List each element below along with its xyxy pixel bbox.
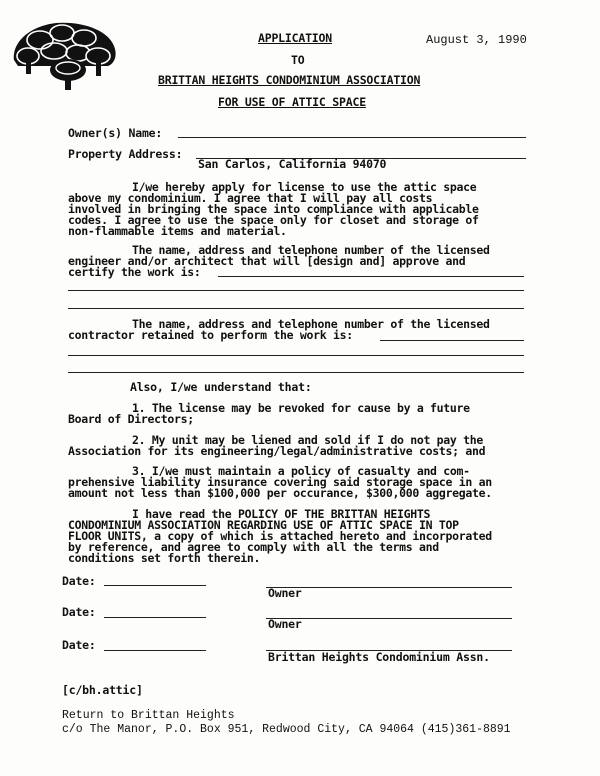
text-line: conditions set forth therein. (68, 551, 261, 565)
date-line-2 (104, 617, 206, 618)
paragraph-license (68, 182, 479, 237)
property-address-value: San Carlos, California 94070 (198, 157, 387, 171)
owner-name-line (178, 137, 526, 138)
text-line: Association for its engineering/legal/administrative costs; and (68, 444, 486, 458)
text-line: prehensive liability insurance covering said storage space in an (68, 475, 492, 489)
document-date: August 3, 1990 (426, 33, 527, 47)
item-1 (68, 403, 470, 425)
text-line: The name, address and telephone number of the licensed (132, 317, 490, 331)
text-line: certify the work is: (68, 265, 201, 279)
text-line: by reference, and agree to comply with all the terms and (68, 540, 439, 554)
text-line: 1. The license may be revoked for cause by a future (132, 401, 470, 415)
paragraph-contractor (68, 319, 490, 341)
contractor-line-3 (68, 372, 524, 373)
engineer-line-3 (68, 308, 524, 309)
title-to: TO (291, 53, 305, 67)
text-line: 3. I/we must maintain a policy of casualty and com- (132, 464, 470, 478)
title-application: APPLICATION (258, 31, 332, 45)
paragraph-policy (68, 509, 492, 564)
return-line-1: Return to Brittan Heights (62, 709, 235, 722)
text-line: amount not less than $100,000 per occurance, $300,000 aggregate. (68, 486, 492, 500)
owner-name-label: Owner(s) Name: (68, 126, 163, 140)
date-label-2: Date: (62, 605, 96, 619)
text-line: above my condominium. I agree that I will pay all costs (68, 191, 433, 205)
text-line: CONDOMINIUM ASSOCIATION REGARDING USE OF ATTIC SPACE IN TOP (68, 518, 459, 532)
date-line-1 (104, 585, 206, 586)
title-association: BRITTAN HEIGHTS CONDOMINIUM ASSOCIATION (158, 73, 421, 87)
property-address-label: Property Address: (68, 147, 183, 161)
item-3 (68, 466, 492, 499)
title-attic-space: FOR USE OF ATTIC SPACE (218, 95, 366, 109)
engineer-line-2 (68, 290, 524, 291)
text-line: involved in bringing the space into compliance with applicable (68, 202, 479, 216)
date-label-1: Date: (62, 574, 96, 588)
date-label-3: Date: (62, 638, 96, 652)
owner-label-1: Owner (268, 586, 302, 600)
return-line-2: c/o The Manor, P.O. Box 951, Redwood City, CA 94064 (415)361-8891 (62, 723, 511, 736)
owner-signature-line-2 (266, 618, 512, 619)
text-line: contractor retained to perform the work is: (68, 328, 353, 342)
also-heading: Also, I/we understand that: (130, 380, 312, 394)
text-line: I have read the POLICY OF THE BRITTAN HEIGHTS (132, 507, 431, 521)
item-2 (68, 435, 485, 457)
paragraph-engineer (68, 245, 490, 278)
text-line: FLOOR UNITS, a copy of which is attached hereto and incorporated (68, 529, 492, 543)
text-line: 2. My unit may be liened and sold if I do not pay the (132, 433, 484, 447)
engineer-line-1 (218, 276, 524, 277)
text-line: Board of Directors; (68, 412, 194, 426)
owner-signature-line-1 (266, 587, 512, 588)
owner-label-2: Owner (268, 617, 302, 631)
tree-logo-icon (10, 18, 122, 92)
association-label: Brittan Heights Condominium Assn. (268, 650, 490, 664)
document-reference: [c/bh.attic] (62, 683, 143, 697)
text-line: non-flammable items and material. (68, 224, 287, 238)
date-line-3 (104, 650, 206, 651)
text-line: engineer and/or architect that will [design and] approve and (68, 254, 466, 268)
text-line: The name, address and telephone number of the licensed (132, 243, 490, 257)
text-line: codes. I agree to use the space only for closet and storage of (68, 213, 479, 227)
contractor-line-1 (380, 340, 524, 341)
contractor-line-2 (68, 355, 524, 356)
text-line: I/we hereby apply for license to use the attic space (132, 180, 477, 194)
